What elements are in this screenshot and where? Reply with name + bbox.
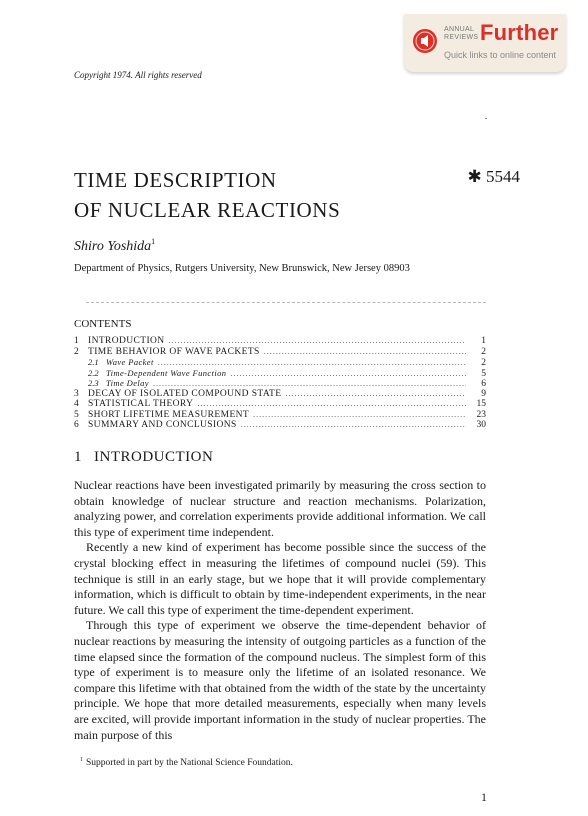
copyright-notice: Copyright 1974. All rights reserved: [74, 70, 202, 80]
toc-page: 6: [481, 379, 486, 389]
toc-title: TIME BEHAVIOR OF WAVE PACKETS: [88, 346, 260, 357]
table-of-contents: [74, 336, 486, 431]
toc-title: INTRODUCTION: [88, 336, 165, 346]
author-name: Shiro Yoshida: [74, 239, 152, 254]
annual-reviews-further-badge[interactable]: [404, 14, 566, 72]
toc-title: Time-Dependent Wave Function: [106, 367, 227, 378]
toc-title: SHORT LIFETIME MEASUREMENT: [88, 409, 250, 420]
toc-entry[interactable]: [74, 420, 486, 431]
toc-title: SUMMARY AND CONCLUSIONS: [88, 420, 237, 430]
author: [74, 237, 155, 255]
badge-subtitle[interactable]: Quick links to online content: [444, 50, 557, 60]
contents-heading: CONTENTS: [74, 318, 132, 330]
footnote-mark: 1: [80, 757, 83, 763]
toc-title: Wave Packet: [106, 357, 154, 367]
badge-brand: Further: [480, 20, 559, 45]
toc-entry[interactable]: [74, 410, 486, 421]
paragraph: Through this type of experiment we observe the time-dependent behavior of nuclear reactions by measuring the intensity of outgoing particles as a function of the time elapsed since the formation of the compound nucleus. The simplest form of this type of experiment is to measure only the lifetime of an isolated resonance. We compare this lifetime with that obtained from the width of the state by the uncertainty principle. We hope that more detailed measurements, especially when many levels are excited, will provide important information in the study of nuclear properties. The main purpose of this: [74, 618, 486, 742]
toc-entry[interactable]: [74, 399, 486, 410]
annual-reviews-wordmark: [444, 26, 478, 42]
toc-page: 30: [476, 420, 486, 430]
toc-number: 6: [74, 420, 79, 430]
toc-entry[interactable]: [74, 389, 486, 400]
paragraph: Recently a new kind of experiment has become possible since the success of the crystal blocking effect in measuring the lifetimes of compound nuclei (59). This technique is still in an early stage, but we hope that it will provide complementary information, which is difficult to obtain by time-independent experiments, in the near future. We call this type of experiment the time-dependent experiment.: [74, 540, 486, 617]
toc-page: 2: [481, 346, 486, 357]
toc-leader: [285, 389, 466, 400]
title-line-2: OF NUCLEAR REACTIONS: [74, 198, 341, 222]
toc-leader: [264, 347, 466, 358]
toc-page: 5: [481, 368, 486, 379]
toc-entry[interactable]: [74, 347, 486, 358]
affiliation: Department of Physics, Rutgers University, New Brunswick, New Jersey 08903: [74, 263, 410, 274]
title-line-1: TIME DESCRIPTION: [74, 168, 277, 192]
separator-line: [86, 302, 486, 305]
section-title: INTRODUCTION: [94, 449, 214, 465]
toc-number: 2.3: [88, 378, 99, 388]
toc-number: 2.1: [88, 357, 99, 367]
toc-number: 4: [74, 399, 79, 409]
toc-subentry[interactable]: [74, 357, 486, 368]
toc-page: 15: [476, 399, 486, 409]
toc-page: 1: [481, 336, 486, 346]
toc-leader: [241, 420, 466, 431]
section-heading: [74, 449, 213, 466]
page-number: 1: [481, 790, 487, 804]
toc-entry[interactable]: [74, 336, 486, 347]
toc-page: 9: [481, 388, 486, 399]
toc-leader: [253, 410, 466, 421]
section-number: 1: [74, 449, 82, 465]
footnote: [80, 757, 293, 768]
badge-line2: REVIEWS: [444, 34, 479, 41]
paragraph: Nuclear reactions have been investigated primarily by measuring the cross section to obtain knowledge of nuclear structure and reaction mechanisms. Polarization, analyzing power, and correlation experiments provide additional information. We call this type of experiment time independent.: [74, 478, 486, 539]
toc-number: 2.2: [88, 367, 99, 378]
toc-title: STATISTICAL THEORY: [88, 399, 194, 409]
toc-leader: [169, 336, 466, 347]
toc-subentry[interactable]: [74, 378, 486, 389]
author-footnote-mark: 1: [151, 237, 156, 246]
toc-subentry[interactable]: [74, 368, 486, 379]
speaker-icon: [412, 28, 438, 54]
article-title: [74, 165, 340, 225]
toc-number: 1: [74, 336, 79, 346]
toc-number: 3: [74, 388, 79, 399]
scan-speck: [485, 118, 487, 119]
toc-leader: [230, 369, 466, 380]
toc-page: 2: [481, 358, 486, 368]
toc-number: 2: [74, 346, 79, 357]
badge-line1: ANNUAL: [444, 26, 475, 33]
reference-code: ✱ 5544: [467, 167, 520, 186]
toc-title: DECAY OF ISOLATED COMPOUND STATE: [88, 388, 282, 399]
footnote-text: Supported in part by the National Science Foundation.: [86, 758, 293, 768]
toc-title: Time Delay: [106, 378, 149, 388]
toc-leader: [197, 399, 466, 410]
toc-page: 23: [476, 409, 486, 420]
toc-number: 5: [74, 409, 79, 420]
body-text: [74, 478, 486, 743]
